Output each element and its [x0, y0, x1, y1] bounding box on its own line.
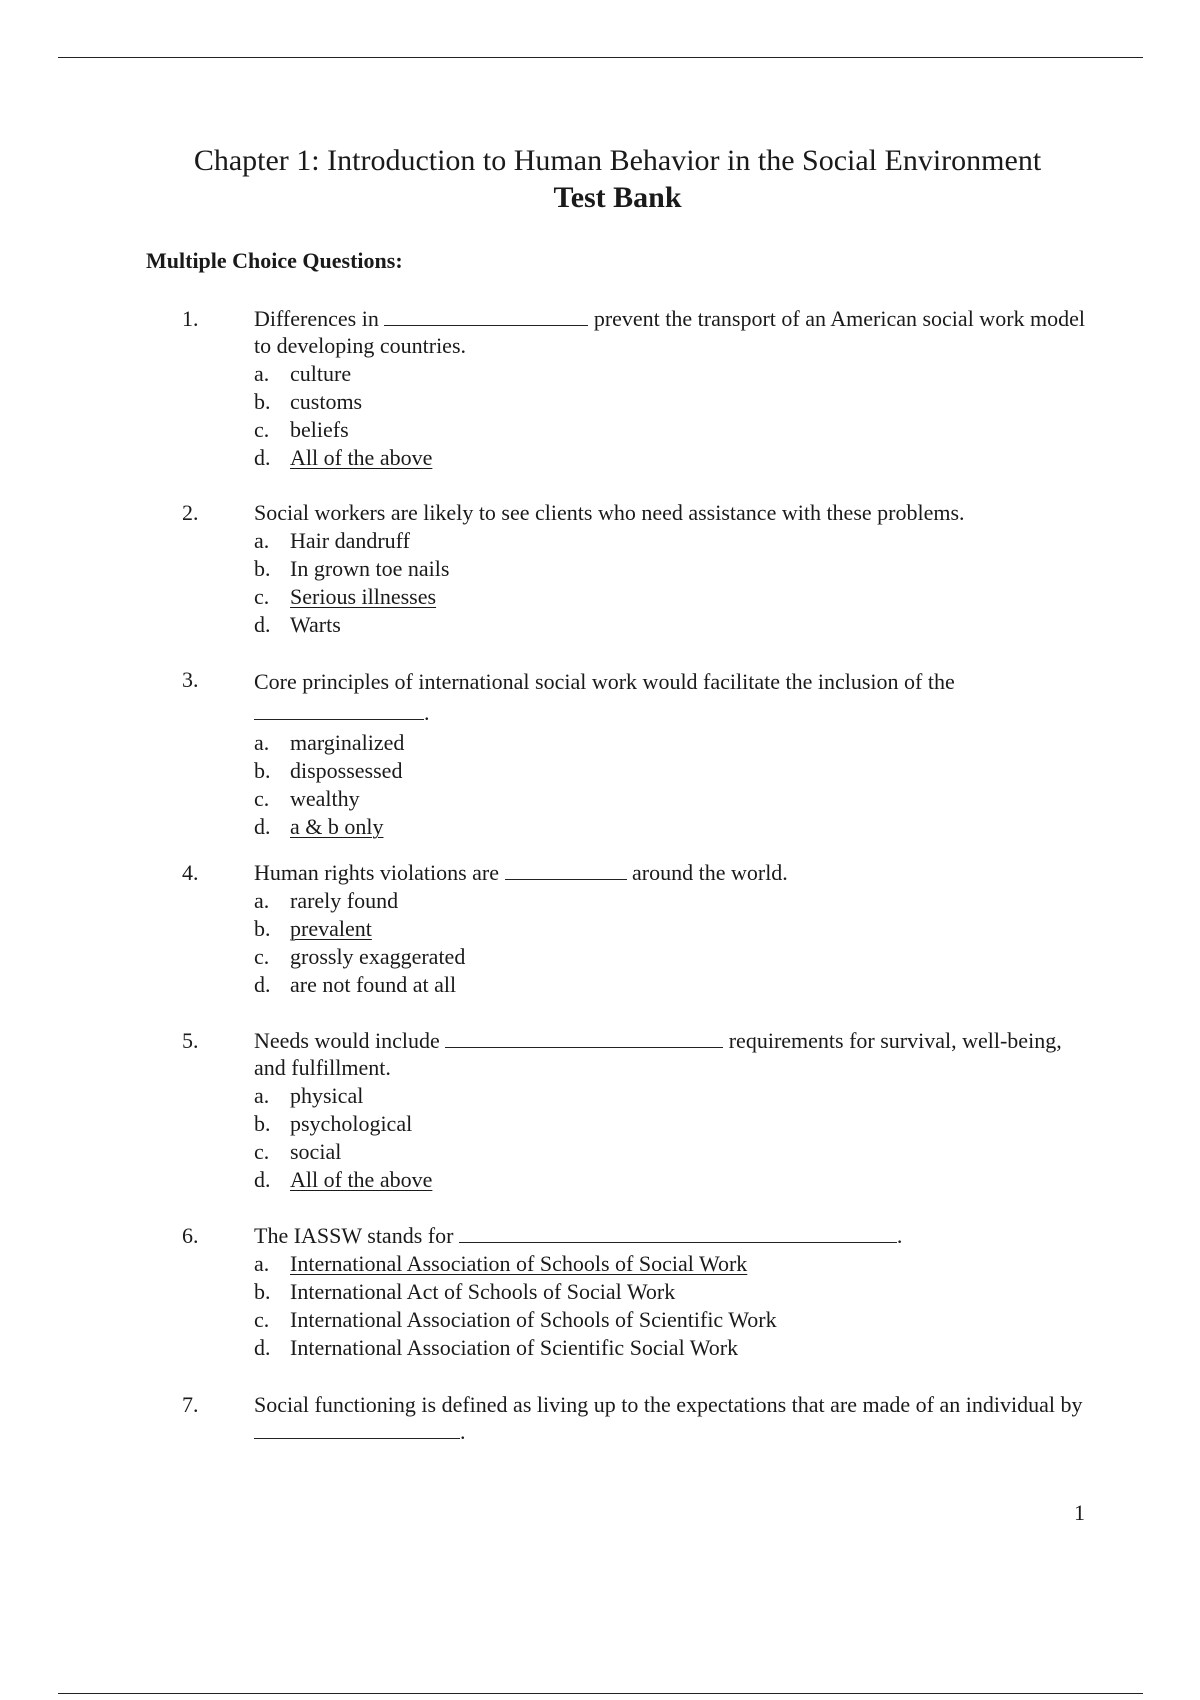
- question-number: 2.: [182, 500, 199, 525]
- question-text-after: prevent the transport of an American social work model to developing countries.: [254, 306, 1086, 358]
- question-text: [254, 499, 1094, 526]
- option-c: [254, 943, 1200, 971]
- question-number: 1.: [182, 306, 199, 331]
- question-2: [0, 499, 1200, 639]
- option-d: [254, 611, 1200, 639]
- option-d: [254, 971, 1200, 999]
- question-text: [254, 666, 1094, 728]
- option-letter: b.: [254, 389, 271, 414]
- question-3: [0, 666, 1200, 841]
- question-number: 3.: [182, 667, 199, 692]
- option-letter: d.: [254, 814, 271, 839]
- question-text: [254, 1027, 1094, 1081]
- question-number: 5.: [182, 1028, 199, 1053]
- question-text-before: Needs would include: [254, 1028, 440, 1053]
- correct-option-text: prevalent: [290, 916, 372, 941]
- correct-option-text: International Association of Schools of Social Work: [290, 1251, 748, 1276]
- option-text: rarely found: [290, 888, 399, 913]
- option-list: [254, 887, 1200, 999]
- question-text-after: .: [424, 700, 430, 725]
- question-text-before: Social functioning is defined as living up to the expectations that are made of an individual by: [254, 1392, 1083, 1417]
- option-letter: a.: [254, 528, 270, 553]
- option-b: [254, 915, 1200, 943]
- option-b: [254, 555, 1200, 583]
- option-letter: a.: [254, 1083, 270, 1108]
- correct-option-text: All of the above: [290, 1167, 433, 1192]
- option-letter: c.: [254, 786, 270, 811]
- question-text-before: Core principles of international social work would facilitate the inclusion of the: [254, 669, 955, 694]
- option-list: [254, 1082, 1200, 1194]
- option-text: Hair dandruff: [290, 528, 410, 553]
- option-d: [254, 1334, 1200, 1362]
- option-b: [254, 388, 1200, 416]
- page-number: 1: [1074, 1500, 1085, 1525]
- option-text: beliefs: [290, 417, 349, 442]
- question-text-before: Differences in: [254, 306, 379, 331]
- option-text: are not found at all: [290, 972, 457, 997]
- document-title: Chapter 1: Introduction to Human Behavior in the Social Environment: [193, 144, 1042, 177]
- answer-blank: [254, 701, 424, 720]
- option-letter: a.: [254, 888, 270, 913]
- option-c: [254, 1138, 1200, 1166]
- option-letter: d.: [254, 612, 271, 637]
- answer-blank: [459, 1224, 897, 1243]
- question-number: 4.: [182, 860, 199, 885]
- question-number: 6.: [182, 1223, 199, 1248]
- question-text-after: .: [896, 1223, 903, 1248]
- option-text: psychological: [290, 1111, 413, 1136]
- question-number: 7.: [182, 1392, 199, 1417]
- question-text-before: The IASSW stands for: [254, 1223, 454, 1248]
- option-letter: a.: [254, 730, 270, 755]
- option-letter: d.: [254, 1335, 271, 1360]
- question-text-before: Social workers are likely to see clients who need assistance with these problems.: [254, 500, 965, 525]
- option-b: [254, 1278, 1200, 1306]
- option-letter: a.: [254, 361, 270, 386]
- option-text: Warts: [290, 612, 341, 637]
- option-a: [254, 527, 1200, 555]
- option-list: [254, 360, 1200, 472]
- correct-option-text: All of the above: [290, 445, 433, 470]
- option-text: grossly exaggerated: [290, 944, 466, 969]
- question-text-after: .: [460, 1419, 466, 1444]
- bottom-rule: [58, 1693, 1143, 1694]
- answer-blank: [505, 861, 627, 880]
- option-d: [254, 444, 1200, 472]
- correct-option-text: Serious illnesses: [290, 584, 437, 609]
- question-7: [0, 1391, 1200, 1445]
- option-a: [254, 729, 1200, 757]
- correct-option-text: a & b only: [290, 814, 384, 839]
- document-subtitle: Test Bank: [553, 181, 682, 214]
- option-letter: b.: [254, 556, 271, 581]
- top-rule: [58, 57, 1143, 58]
- option-list: [254, 527, 1200, 639]
- question-6: [0, 1222, 1200, 1362]
- option-text: International Association of Scientific Social Work: [290, 1335, 739, 1360]
- option-d: [254, 1166, 1200, 1194]
- answer-blank: [445, 1029, 723, 1048]
- option-a: [254, 1082, 1200, 1110]
- option-list: [254, 729, 1200, 841]
- option-text: dispossessed: [290, 758, 403, 783]
- option-letter: d.: [254, 972, 271, 997]
- answer-blank: [254, 1420, 460, 1439]
- option-list: [254, 1250, 1200, 1362]
- option-c: [254, 1306, 1200, 1334]
- option-text: culture: [290, 361, 352, 386]
- option-letter: c.: [254, 1307, 270, 1332]
- option-letter: d.: [254, 1167, 271, 1192]
- option-letter: c.: [254, 1139, 270, 1164]
- answer-blank: [384, 307, 588, 326]
- option-letter: b.: [254, 1279, 271, 1304]
- option-letter: a.: [254, 1251, 270, 1276]
- question-text: [254, 1222, 1094, 1249]
- option-text: social: [290, 1139, 342, 1164]
- option-text: In grown toe nails: [290, 556, 450, 581]
- option-text: wealthy: [290, 786, 360, 811]
- option-letter: b.: [254, 916, 271, 941]
- option-letter: c.: [254, 417, 270, 442]
- option-b: [254, 757, 1200, 785]
- option-letter: c.: [254, 584, 270, 609]
- section-heading: Multiple Choice Questions:: [146, 248, 403, 273]
- option-b: [254, 1110, 1200, 1138]
- option-text: customs: [290, 389, 363, 414]
- question-text: [254, 305, 1094, 359]
- option-letter: b.: [254, 758, 271, 783]
- question-text-after: around the world.: [632, 860, 788, 885]
- option-c: [254, 416, 1200, 444]
- option-letter: b.: [254, 1111, 271, 1136]
- option-text: physical: [290, 1083, 364, 1108]
- option-letter: c.: [254, 944, 270, 969]
- option-letter: d.: [254, 445, 271, 470]
- question-text: [254, 859, 1094, 886]
- option-c: [254, 583, 1200, 611]
- option-text: International Act of Schools of Social Work: [290, 1279, 676, 1304]
- title-block: [0, 143, 1200, 217]
- option-text: marginalized: [290, 730, 405, 755]
- option-c: [254, 785, 1200, 813]
- option-a: [254, 1250, 1200, 1278]
- option-d: [254, 813, 1200, 841]
- question-4: [0, 859, 1200, 999]
- option-a: [254, 887, 1200, 915]
- option-a: [254, 360, 1200, 388]
- question-text-before: Human rights violations are: [254, 860, 500, 885]
- question-5: [0, 1027, 1200, 1194]
- question-text-after: requirements for survival, well-being, and fulfillment.: [254, 1028, 1062, 1080]
- question-text: [254, 1391, 1094, 1445]
- question-1: [0, 305, 1200, 472]
- option-text: International Association of Schools of Scientific Work: [290, 1307, 777, 1332]
